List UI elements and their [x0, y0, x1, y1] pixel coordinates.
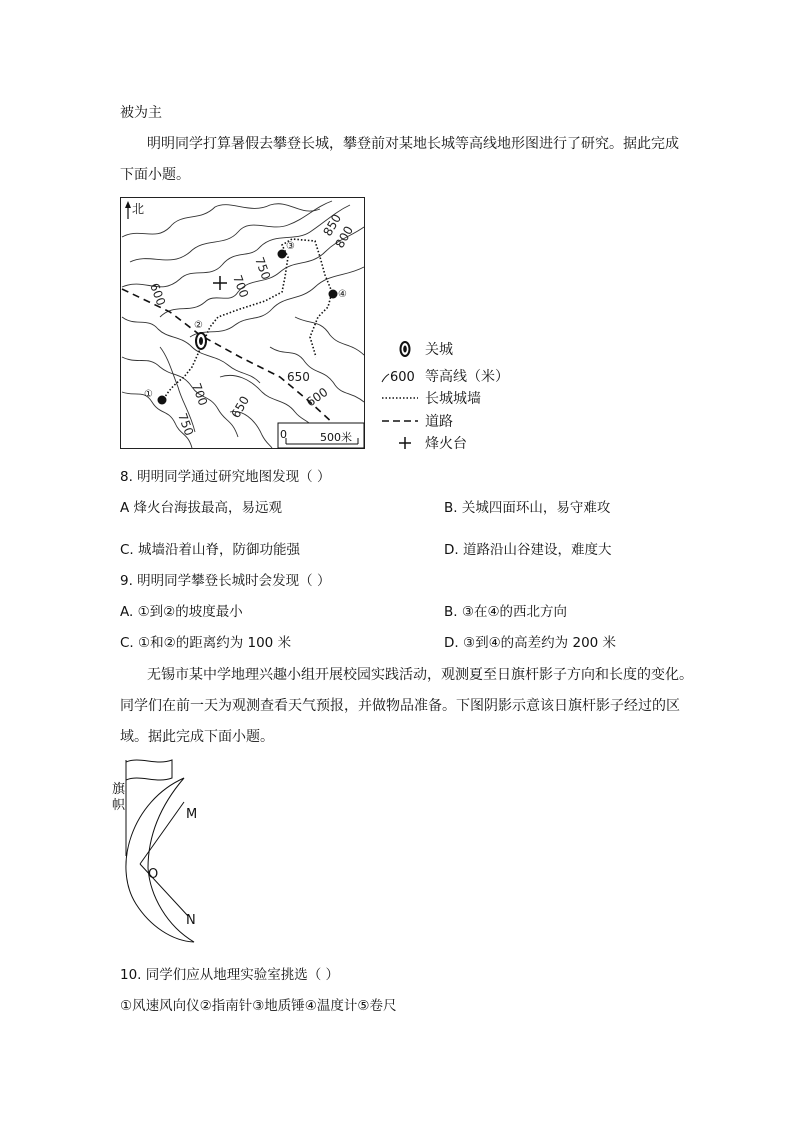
q10-intro-line3: 域。据此完成下面小题。	[120, 729, 274, 745]
q8-option-d: D. 道路沿山谷建设，难度大	[444, 542, 612, 558]
q9-option-a: A. ①到②的坡度最小	[120, 604, 243, 620]
legend-gate-label: 关城	[425, 342, 453, 358]
q8-option-c: C. 城墙沿着山脊，防御功能强	[120, 542, 301, 558]
legend-road-label: 道路	[425, 414, 453, 430]
contour-label-750-low: 750	[175, 411, 197, 438]
legend-wall-label: 长城城墙	[425, 391, 481, 407]
legend-beacon-label: 烽火台	[425, 436, 467, 452]
contour-label-650-mid: 650	[287, 370, 310, 384]
marker-1: ①	[144, 389, 153, 400]
q9-option-b: B. ③在④的西北方向	[444, 604, 568, 620]
marker-3: ③	[286, 241, 295, 252]
scale-bar	[278, 423, 364, 448]
q9-option-c: C. ①和②的距离约为 100 米	[120, 635, 292, 651]
point-1-dot	[158, 396, 167, 405]
q8-intro-line1: 明明同学打算暑假去攀登长城，攀登前对某地长城等高线地形图进行了研究。据此完成	[147, 136, 679, 152]
gate-marker	[196, 333, 206, 349]
marker-4: ④	[338, 289, 347, 300]
point-n-label: N	[186, 913, 196, 928]
pole-label-2: 帜	[112, 798, 126, 813]
contour-label-800: 800	[332, 223, 357, 251]
q9-option-d: D. ③到④的高差约为 200 米	[444, 635, 617, 651]
q10-intro-line1: 无锡市某中学地理兴趣小组开展校园实践活动，观测夏至日旗杆影子方向和长度的变化。	[147, 667, 693, 683]
pole-label-1: 旗	[112, 782, 126, 797]
contour-label-750-top: 750	[252, 255, 274, 282]
map-legend	[380, 336, 540, 456]
legend-beacon-icon	[399, 437, 411, 449]
marker-2: ②	[194, 320, 203, 331]
q8-option-b: B. 关城四面环山，易守难攻	[444, 500, 611, 516]
q10-items: ①风速风向仪②指南针③地质锤④温度计⑤卷尺	[120, 998, 397, 1014]
point-m-label: M	[186, 807, 198, 822]
q10-stem: 10. 同学们应从地理实验室挑选（ ）	[120, 967, 340, 983]
legend-contour-label: 等高线（米）	[425, 369, 509, 385]
contour-label-650-low: 650	[228, 393, 253, 421]
contour-label-600-right: 600	[303, 384, 331, 410]
legend-contour-value: 600	[390, 370, 415, 385]
north-label: 北	[132, 202, 145, 216]
legend-gate-icon	[401, 342, 410, 356]
point-4-dot	[329, 290, 338, 299]
contour-map	[120, 197, 365, 449]
point-o-label: O	[148, 867, 159, 882]
page-top-fragment: 被为主	[120, 105, 162, 121]
flag-icon	[126, 760, 172, 780]
q8-intro-line2: 下面小题。	[120, 167, 190, 183]
q10-intro-line2: 同学们在前一天为观测查看天气预报，并做物品准备。下图阴影示意该日旗杆影子经过的区	[120, 698, 680, 714]
contour-label-850: 850	[320, 211, 345, 239]
scale-label: 500米	[320, 431, 352, 444]
q9-stem: 9. 明明同学攀登长城时会发现（ ）	[120, 573, 331, 589]
contour-label-700-low: 700	[189, 381, 211, 408]
flagpole-shadow-figure	[112, 756, 222, 946]
legend-contour-icon	[382, 374, 389, 382]
q8-stem: 8. 明明同学通过研究地图发现（ ）	[120, 469, 331, 485]
q8-option-a: A 烽火台海拔最高，易远观	[120, 500, 283, 516]
contour-label-600-left: 600	[147, 281, 169, 308]
contour-label-700-top: 700	[230, 273, 252, 300]
scale-zero: 0	[280, 428, 287, 441]
